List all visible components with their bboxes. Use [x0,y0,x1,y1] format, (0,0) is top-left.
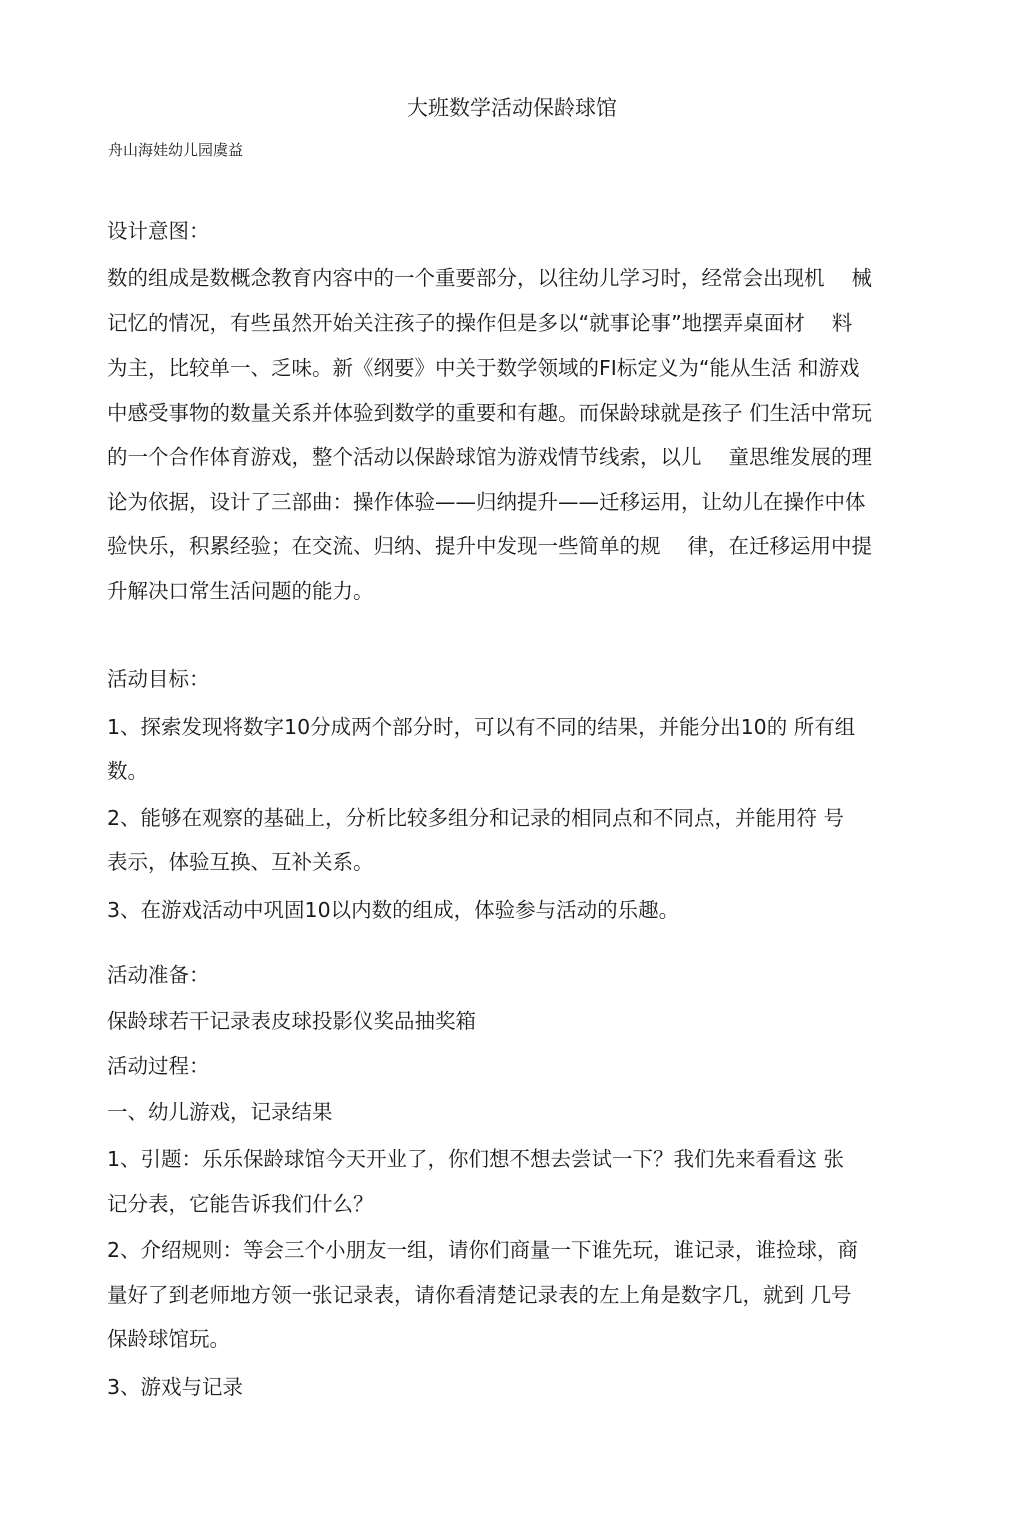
document-author: 舟山海娃幼儿园虞益 [108,141,244,159]
list-item-continuation: 保龄球馆玩。 [107,1327,230,1351]
section-heading-preparation: 活动准备： [107,963,210,987]
paragraph-line: 论为依据，设计了三部曲：操作体验——归纳提升——迁移运用，让幼儿在操作中体 [107,490,866,514]
paragraph-line: 记忆的情况，有些虽然开始关注孩子的操作但是多以“就事论事”地摆弄桌面材 料 [107,311,853,335]
subsection-heading: 一、幼儿游戏，记录结果 [107,1100,333,1124]
list-item: 2、能够在观察的基础上，分析比较多组分和记录的相同点和不同点，并能用符 号 [107,806,845,830]
list-item: 3、在游戏活动中巩固10以内数的组成，体验参与活动的乐趣。 [107,898,680,922]
list-item-continuation: 量好了到老师地方领一张记录表，请你看清楚记录表的左上角是数字几，就到 几号 [107,1283,852,1307]
paragraph-line: 中感受事物的数量关系并体验到数学的重要和有趣。而保龄球就是孩子 们生活中常玩 [107,401,873,425]
list-item: 1、探索发现将数字10分成两个部分时，可以有不同的结果，并能分出10的 所有组 [107,715,856,739]
section-heading-goals: 活动目标： [107,667,210,691]
list-item-continuation: 表示，体验互换、互补关系。 [107,850,374,874]
paragraph-line: 保龄球若干记录表皮球投影仪奖品抽奖箱 [107,1009,476,1033]
paragraph-line: 为主，比较单一、乏味。新《纲要》中关于数学领域的FI标定义为“能从生活 和游戏 [107,356,860,380]
paragraph-line: 数的组成是数概念教育内容中的一个重要部分，以往幼儿学习时，经常会出现机 械 [107,266,873,290]
list-item-continuation: 数。 [107,759,148,783]
paragraph-line: 验快乐，积累经验；在交流、归纳、提升中发现一些简单的规 律，在迁移运用中提 [107,534,873,558]
list-item-continuation: 记分表，它能告诉我们什么？ [107,1192,374,1216]
list-item: 1、引题：乐乐保龄球馆今天开业了，你们想不想去尝试一下？我们先来看看这 张 [107,1147,845,1171]
document-title: 大班数学活动保龄球馆 [407,96,617,120]
paragraph-line: 升解决口常生活问题的能力。 [107,579,374,603]
section-heading-process: 活动过程： [107,1054,210,1078]
list-item: 3、游戏与记录 [107,1375,244,1399]
list-item: 2、介绍规则：等会三个小朋友一组，请你们商量一下谁先玩，谁记录，谁捡球，商 [107,1238,859,1262]
section-heading-design-intent: 设计意图： [107,219,210,243]
paragraph-line: 的一个合作体育游戏，整个活动以保龄球馆为游戏情节线索，以儿 童思维发展的理 [107,445,873,469]
